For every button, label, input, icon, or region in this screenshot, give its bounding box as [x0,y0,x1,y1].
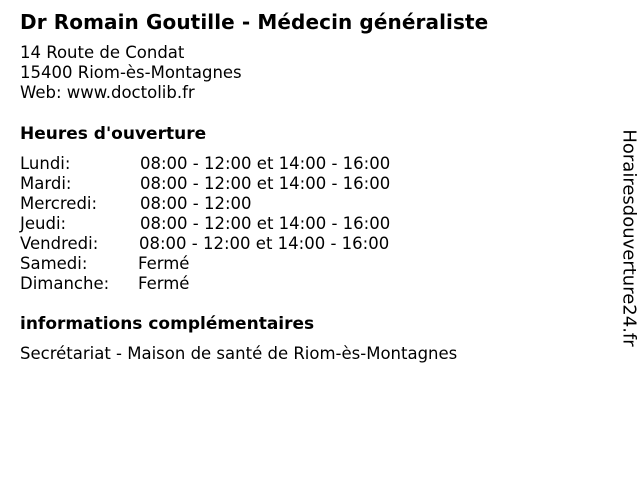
day-label: Dimanche: [20,274,110,293]
additional-info-text: Secrétariat - Maison de santé de Riom-ès-Montagnes [20,344,458,363]
day-label: Samedi: [20,254,88,273]
city-address: 15400 Riom-ès-Montagnes [20,63,242,82]
day-label: Lundi: [20,154,71,173]
website-link[interactable]: Web: www.doctolib.fr [20,83,195,102]
time-value: Fermé [138,254,190,273]
page-title: Dr Romain Goutille - Médecin généraliste [20,10,489,34]
address-block [20,43,242,103]
site-watermark: Horairesdouverture24.fr [618,129,640,347]
street-address: 14 Route de Condat [20,43,185,62]
opening-hours-heading: Heures d'ouverture [20,124,207,144]
day-label: Jeudi: [20,214,67,233]
time-value: Fermé [138,274,190,293]
day-label: Vendredi: [20,234,99,253]
time-value: 08:00 - 12:00 et 14:00 - 16:00 [140,214,391,233]
day-label: Mardi: [20,174,72,193]
additional-info-heading: informations complémentaires [20,314,315,334]
time-value: 08:00 - 12:00 et 14:00 - 16:00 [139,234,390,253]
time-value: 08:00 - 12:00 et 14:00 - 16:00 [140,154,391,173]
day-label: Mercredi: [20,194,98,213]
time-value: 08:00 - 12:00 [140,194,252,213]
time-value: 08:00 - 12:00 et 14:00 - 16:00 [140,174,391,193]
